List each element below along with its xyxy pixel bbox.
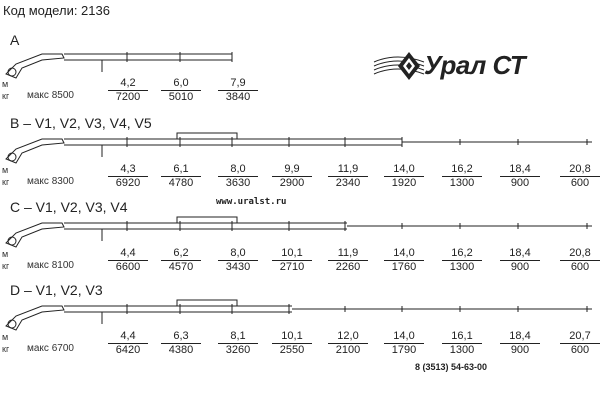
value-column: 18,4 900 (500, 163, 540, 190)
unit-load: кг (2, 261, 10, 271)
value-column: 9,9 2900 (272, 163, 312, 190)
value-column: 16,2 1300 (442, 247, 482, 274)
config-label: C – V1, V2, V3, V4 (10, 199, 128, 215)
value-column: 14,0 1920 (384, 163, 424, 190)
value-column: 11,9 2260 (328, 247, 368, 274)
value-column: 4,2 7200 (108, 77, 148, 104)
brand-name: Урал СТ (424, 50, 526, 80)
value-column: 11,9 2340 (328, 163, 368, 190)
value-column: 20,7 600 (560, 330, 600, 357)
phone-number: 8 (3513) 54-63-00 (415, 362, 488, 372)
value-column: 6,3 4380 (161, 330, 201, 357)
unit-load: кг (2, 177, 10, 187)
config-c (0, 199, 600, 279)
value-column: 20,8 600 (560, 163, 600, 190)
value-column: 18,4 900 (500, 330, 540, 357)
unit-radius: м (2, 249, 9, 259)
value-column: 4,3 6920 (108, 163, 148, 190)
config-a (0, 30, 600, 110)
value-column: 7,9 3840 (218, 77, 258, 104)
config-b (0, 115, 600, 195)
max-load: макс 8100 (27, 260, 74, 271)
unit-radius: м (2, 79, 9, 89)
max-load: макс 6700 (27, 343, 74, 354)
value-column: 8,1 3260 (218, 330, 258, 357)
value-column: 6,0 5010 (161, 77, 201, 104)
config-label: A (10, 32, 20, 48)
website-link[interactable]: www.uralst.ru (216, 197, 287, 207)
config-label: D – V1, V2, V3 (10, 282, 103, 298)
max-load: макс 8500 (27, 90, 74, 101)
unit-load: кг (2, 344, 10, 354)
value-column: 8,0 3630 (218, 163, 258, 190)
value-column: 4,4 6600 (108, 247, 148, 274)
config-d (0, 282, 600, 362)
value-column: 20,8 600 (560, 247, 600, 274)
unit-radius: м (2, 165, 9, 175)
value-column: 6,2 4570 (161, 247, 201, 274)
value-column: 14,0 1790 (384, 330, 424, 357)
unit-radius: м (2, 332, 9, 342)
value-column: 8,0 3430 (218, 247, 258, 274)
value-column: 12,0 2100 (328, 330, 368, 357)
value-column: 18,4 900 (500, 247, 540, 274)
value-column: 10,1 2710 (272, 247, 312, 274)
max-load: макс 8300 (27, 176, 74, 187)
model-code: Код модели: 2136 (3, 3, 110, 18)
value-column: 10,1 2550 (272, 330, 312, 357)
value-column: 4,4 6420 (108, 330, 148, 357)
value-column: 14,0 1760 (384, 247, 424, 274)
unit-load: кг (2, 91, 10, 101)
config-label: B – V1, V2, V3, V4, V5 (10, 115, 152, 131)
value-column: 6,1 4780 (161, 163, 201, 190)
value-column: 16,2 1300 (442, 163, 482, 190)
value-column: 16,1 1300 (442, 330, 482, 357)
